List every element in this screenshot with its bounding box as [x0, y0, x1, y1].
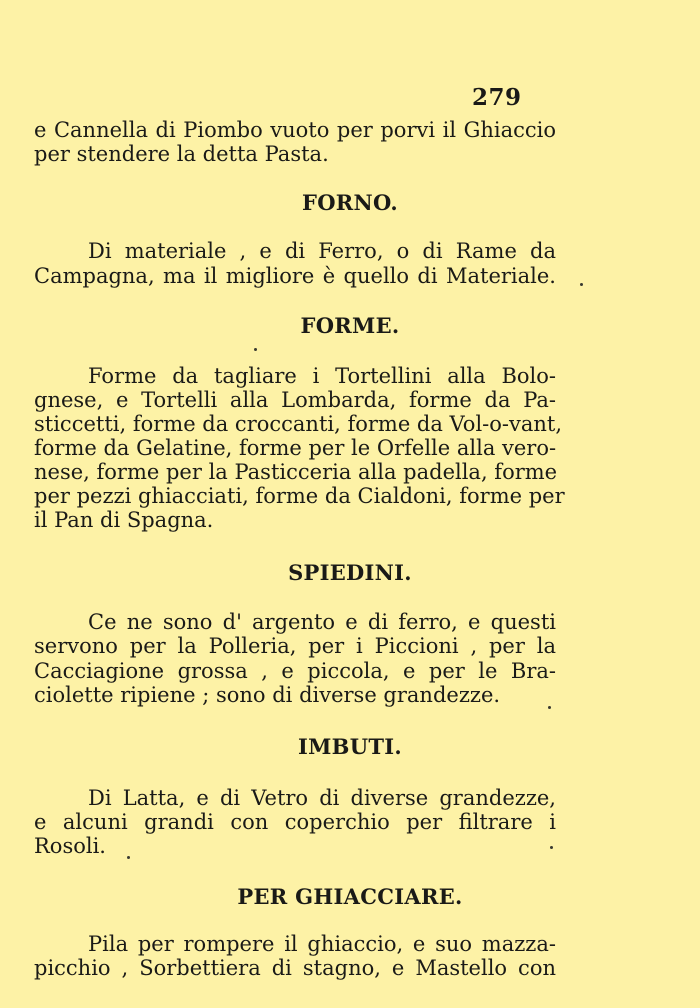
body-line: nese, forme per la Pasticceria alla padella, forme [34, 460, 558, 484]
ink-speck [580, 283, 583, 286]
body-line: gnese, e Tortelli alla Lombarda, forme da Pa- [34, 388, 556, 412]
body-line: Ce ne sono d' argento e di ferro, e questi [88, 610, 556, 634]
body-line: ciolette ripiene ; sono di diverse grandezze. [34, 683, 501, 707]
body-line: e alcuni grandi con coperchio per filtrare i [34, 810, 556, 834]
body-line: per stendere la detta Pasta. [34, 142, 329, 166]
body-line: Cacciagione grossa , e piccola, e per le Bra- [34, 659, 556, 683]
body-line: Rosoli. [34, 834, 106, 858]
body-line: servono per la Polleria, per i Piccioni , per la [34, 634, 556, 658]
body-line: e Cannella di Piombo vuoto per porvi il Ghiaccio [34, 118, 556, 142]
body-line: Di materiale , e di Ferro, o di Rame da [88, 239, 556, 263]
body-line: Pila per rompere il ghiaccio, e suo mazza- [88, 932, 556, 956]
ink-speck [127, 856, 130, 859]
section-heading: PER GHIACCIARE. [237, 884, 463, 909]
body-line: picchio , Sorbettiera di stagno, e Mastello con [34, 956, 556, 980]
body-line: Forme da tagliare i Tortellini alla Bolo- [88, 364, 556, 388]
section-heading: FORNO. [301, 190, 399, 215]
ink-speck [254, 348, 257, 351]
body-line: il Pan di Spagna. [34, 508, 214, 532]
body-line: Di Latta, e di Vetro di diverse grandezze, [88, 786, 556, 810]
section-heading: IMBUTI. [298, 734, 402, 759]
body-line: per pezzi ghiacciati, forme da Cialdoni, forme per [34, 484, 565, 508]
section-heading: SPIEDINI. [288, 560, 412, 585]
body-line: Campagna, ma il migliore è quello di Materiale. [34, 264, 556, 288]
section-heading: FORME. [300, 313, 400, 338]
page-number: 279 [472, 84, 522, 111]
ink-speck [548, 706, 551, 709]
body-line: forme da Gelatine, forme per le Orfelle alla vero- [34, 436, 557, 460]
body-line: sticcetti, forme da croccanti, forme da Vol-o-vant, [34, 412, 563, 436]
ink-speck [550, 846, 553, 849]
